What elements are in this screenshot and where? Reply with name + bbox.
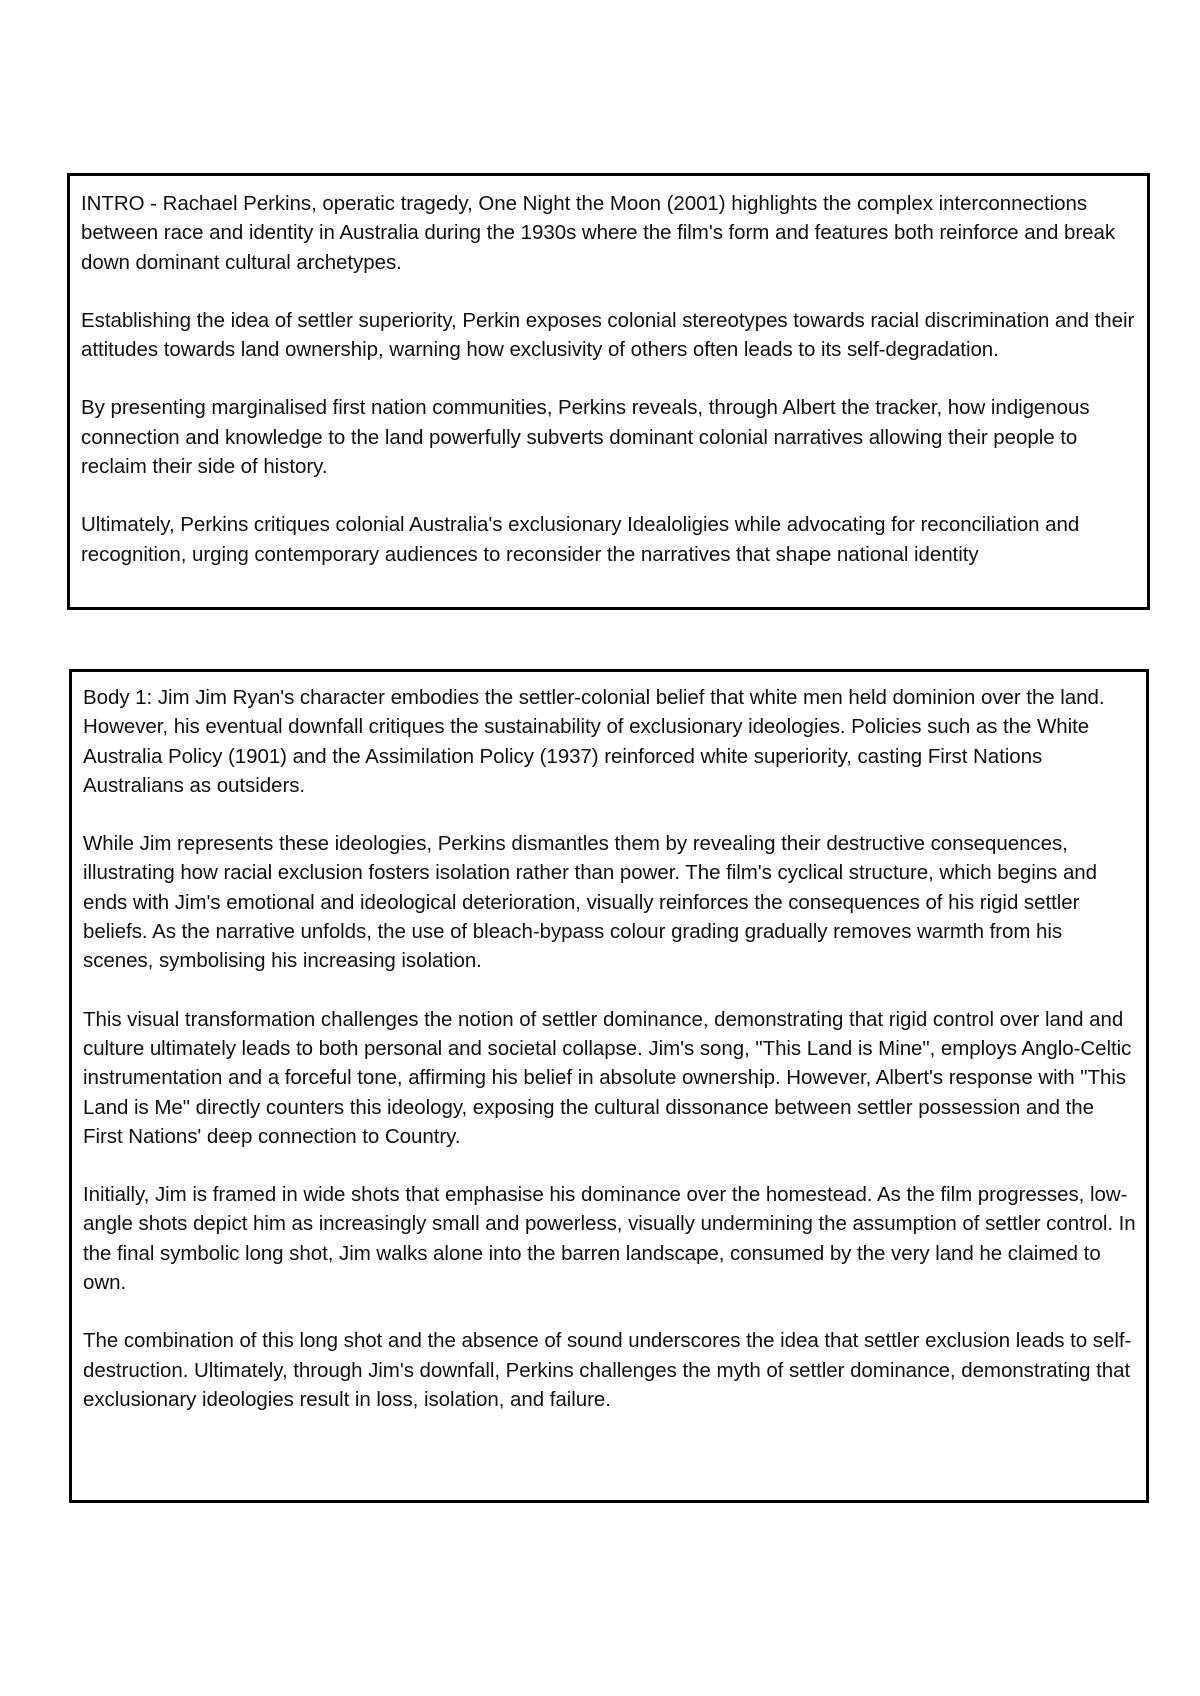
body-1-camera-paragraph: Initially, Jim is framed in wide shots that emphasise his dominance over the homestead. As the film progresses, low-angle shots depict him as increasingly small and powerless, visually undermining the assumption of settler control. In the final symbolic long shot, Jim walks alone into the barren landscape, consumed by the very land he claimed to own.: [83, 1183, 1136, 1295]
intro-conclusion-paragraph: Ultimately, Perkins critiques colonial Australia's exclusionary Idealoligies while advocating for reconciliation and recognition, urging contemporary audiences to reconsider the narratives that shape national identity: [81, 513, 1080, 566]
intro-box: [67, 173, 1150, 610]
body-1-conclusion-paragraph: The combination of this long shot and the absence of sound underscores the idea that settler exclusion leads to self-destruction. Ultimately, through Jim's downfall, Perkins challenges the myth of settler dominance, demonstrating that exclusionary ideologies result in loss, isolation, and failure.: [83, 1329, 1132, 1411]
intro-indigenous-paragraph: By presenting marginalised first nation communities, Perkins reveals, through Albert the tracker, how indigenous connection and knowledge to the land powerfully subverts dominant colonial narratives allowing their people to reclaim their side of history.: [81, 396, 1090, 479]
intro-settler-paragraph: Establishing the idea of settler superiority, Perkin exposes colonial stereotypes towards racial discrimination and their attitudes towards land ownership, warning how exclusivity of others often leads to its self-degradation.: [81, 308, 1135, 362]
intro-thesis-paragraph: INTRO - Rachael Perkins, operatic tragedy, One Night the Moon (2001) highlights the complex interconnections between race and identity in Australia during the 1930s where the film's form and features both reinforce and break down dominant cultural archetypes.: [81, 192, 1116, 274]
body-1-structure-paragraph: While Jim represents these ideologies, Perkins dismantles them by revealing their destructive consequences, illustrating how racial exclusion fosters isolation rather than power. The film's cyclical structure, which begins and ends with Jim's emotional and ideological deterioration, visually reinforces the consequences of his rigid settler beliefs. As the narrative unfolds, the use of bleach-bypass colour grading gradually removes warmth from his scenes, symbolising his increasing isolation.: [83, 832, 1097, 973]
body-1-topic-paragraph: Body 1: Jim Jim Ryan's character embodies the settler-colonial belief that white men held dominion over the land. However, his eventual downfall critiques the sustainability of exclusionary ideologies. Policies such as the White Australia Policy (1901) and the Assimilation Policy (1937) reinforced white superiority, casting First Nations Australians as outsiders.: [83, 686, 1105, 797]
body-1-box: [69, 669, 1149, 1503]
body-1-song-paragraph: This visual transformation challenges the notion of settler dominance, demonstrating that rigid control over land and culture ultimately leads to both personal and societal collapse. Jim's song, "This Land is Mine", employs Anglo-Celtic instrumentation and a forceful tone, affirming his belief in absolute ownership. However, Albert's response with "This Land is Me" directly counters this ideology, exposing the cultural dissonance between settler possession and the First Nations' deep connection to Country.: [83, 1007, 1132, 1148]
